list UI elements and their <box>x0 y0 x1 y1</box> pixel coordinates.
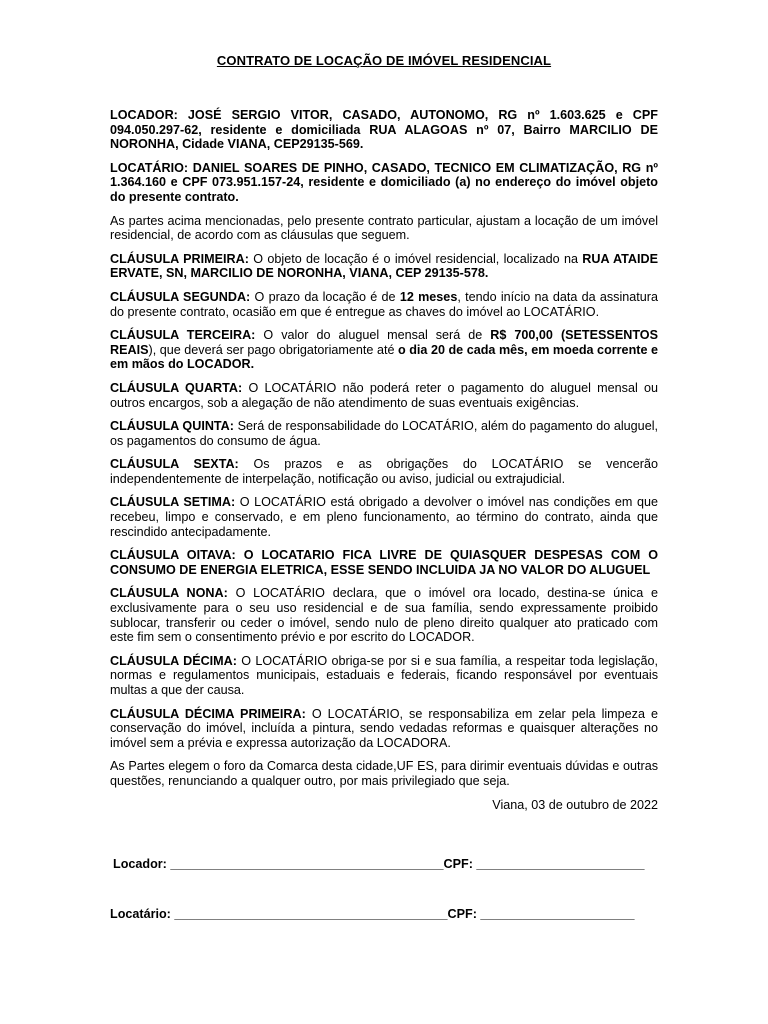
clause-first <box>110 252 658 281</box>
clause-eleventh <box>110 707 658 751</box>
clause-second-term: 12 meses <box>399 289 458 304</box>
clause-fourth-text: O LOCATÁRIO não poderá reter o pagamento do aluguel mensal ou outros encargos, sob a alegação de não atendimento de suas eventuais exigências. <box>110 380 659 410</box>
clause-sixth-text: Os prazos e as obrigações do LOCATÁRIO se vencerão independentemente de interpelação, notificação ou aviso, judicial ou extrajudicial. <box>110 457 658 486</box>
clause-third <box>110 328 658 372</box>
clause-ninth-text: O LOCATÁRIO declara, que o imóvel ora locado, destina-se única e exclusivamente para o seu uso residencial e de sua família, sendo expressamente proibido sublocar, transferir ou ceder o imóvel, sendo nulo de pleno direito qualquer ato praticado com este fim sem o consentimento prévio e por escrito do LOCADOR. <box>110 586 658 645</box>
clause-eighth: CLÁUSULA OITAVA: O LOCATARIO FICA LIVRE DE QUIASQUER DESPESAS COM O CONSUMO DE ENERGIA ELETRICA, ESSE SENDO INCLUIDA JA NO VALOR DO ALUGUEL <box>110 548 658 577</box>
clause-second-text-a: O prazo da locação é de <box>250 289 400 304</box>
clause-second-label: CLÁUSULA SEGUNDA: <box>110 289 251 304</box>
clause-ninth <box>110 586 658 644</box>
clause-fourth <box>110 381 658 410</box>
locador-paragraph: LOCADOR: JOSÉ SERGIO VITOR, CASADO, AUTONOMO, RG nº 1.603.625 e CPF 094.050.297-62, residente e domiciliada RUA ALAGOAS nº 07, Bairro MARCILIO DE NORONHA, Cidade VIANA, CEP29135-569. <box>110 108 658 152</box>
locatario-paragraph: LOCATÁRIO: DANIEL SOARES DE PINHO, CASADO, TECNICO EM CLIMATIZAÇÃO, RG nº 1.364.160 e CPF 073.951.157-24, residente e domiciliado (a) no endereço do imóvel objeto do presente contrato. <box>110 160 658 204</box>
clause-fifth <box>110 419 658 448</box>
clause-first-text: O objeto de locação é o imóvel residencial, localizado na <box>248 251 583 266</box>
signature-line-locador: Locador: _______________________________________CPF: ________________________ <box>113 857 645 871</box>
clause-first-label: CLÁUSULA PRIMEIRA: <box>110 251 249 266</box>
contract-title: CONTRATO DE LOCAÇÃO DE IMÓVEL RESIDENCIAL <box>216 53 552 68</box>
clause-seventh-text: O LOCATÁRIO está obrigado a devolver o imóvel nas condições em que recebeu, limpo e conservado, e em pleno funcionamento, ao término do contrato, ainda que rescindido antecipadamente. <box>110 495 659 539</box>
forum-paragraph: As Partes elegem o foro da Comarca desta cidade,UF ES, para dirimir eventuais dúvidas e outras questões, renunciando a qualquer outro, por mais privilegiado que seja. <box>110 759 658 788</box>
clause-tenth <box>110 654 658 698</box>
clause-tenth-label: CLÁUSULA DÉCIMA: <box>110 653 237 668</box>
clause-sixth-label: CLÁUSULA SEXTA: <box>110 457 239 472</box>
contract-date: Viana, 03 de outubro de 2022 <box>492 797 658 812</box>
clause-tenth-text: O LOCATÁRIO obriga-se por si e sua família, a respeitar toda legislação, normas e regulamentos municipais, estaduais e federais, ficando responsável por eventuais multas a que der causa. <box>110 653 658 697</box>
clause-first-address: RUA ATAIDE ERVATE, SN, MARCILIO DE NORONHA, VIANA, CEP 29135-578. <box>110 251 658 281</box>
clause-fifth-text: Será de responsabilidade do LOCATÁRIO, além do pagamento do aluguel, os pagamentos do consumo de água. <box>110 419 658 448</box>
clause-third-text-a: O valor do aluguel mensal será de <box>255 328 491 343</box>
clause-eleventh-label: CLÁUSULA DÉCIMA PRIMEIRA: <box>110 706 306 721</box>
clause-third-value: R$ 700,00 (SETESSENTOS REAIS <box>110 328 658 357</box>
signature-line-locatario: Locatário: _______________________________________CPF: ______________________ <box>110 907 635 921</box>
clause-ninth-label: CLÁUSULA NONA: <box>110 586 228 601</box>
clause-eleventh-text: O LOCATÁRIO, se responsabiliza em zelar pela limpeza e conservação do imóvel, incluída a pintura, sendo vedadas reformas e quaisquer alterações no imóvel sem a prévia e expressa autorização da LOCADORA. <box>110 706 659 750</box>
contract-body <box>110 108 658 812</box>
clause-fifth-label: CLÁUSULA QUINTA: <box>110 419 234 434</box>
intro-paragraph: As partes acima mencionadas, pelo presente contrato particular, ajustam a locação de um imóvel residencial, de acordo com as cláusulas que seguem. <box>110 213 658 243</box>
clause-seventh <box>110 495 658 539</box>
clause-sixth <box>110 457 658 486</box>
clause-third-label: CLÁUSULA TERCEIRA: <box>110 328 256 343</box>
clause-seventh-label: CLÁUSULA SETIMA: <box>110 495 236 510</box>
clause-second-text-b: , tendo início na data da assinatura do presente contrato, ocasião em que é entregue as chaves do imóvel ao LOCATÁRIO. <box>110 289 658 319</box>
clause-third-text-b: ), que deverá ser pago obrigatoriamente até <box>148 342 398 357</box>
clause-fourth-label: CLÁUSULA QUARTA: <box>110 380 243 395</box>
clause-third-due: o dia 20 de cada mês, em moeda corrente e em mãos do LOCADOR. <box>110 342 658 372</box>
clause-second <box>110 290 658 319</box>
